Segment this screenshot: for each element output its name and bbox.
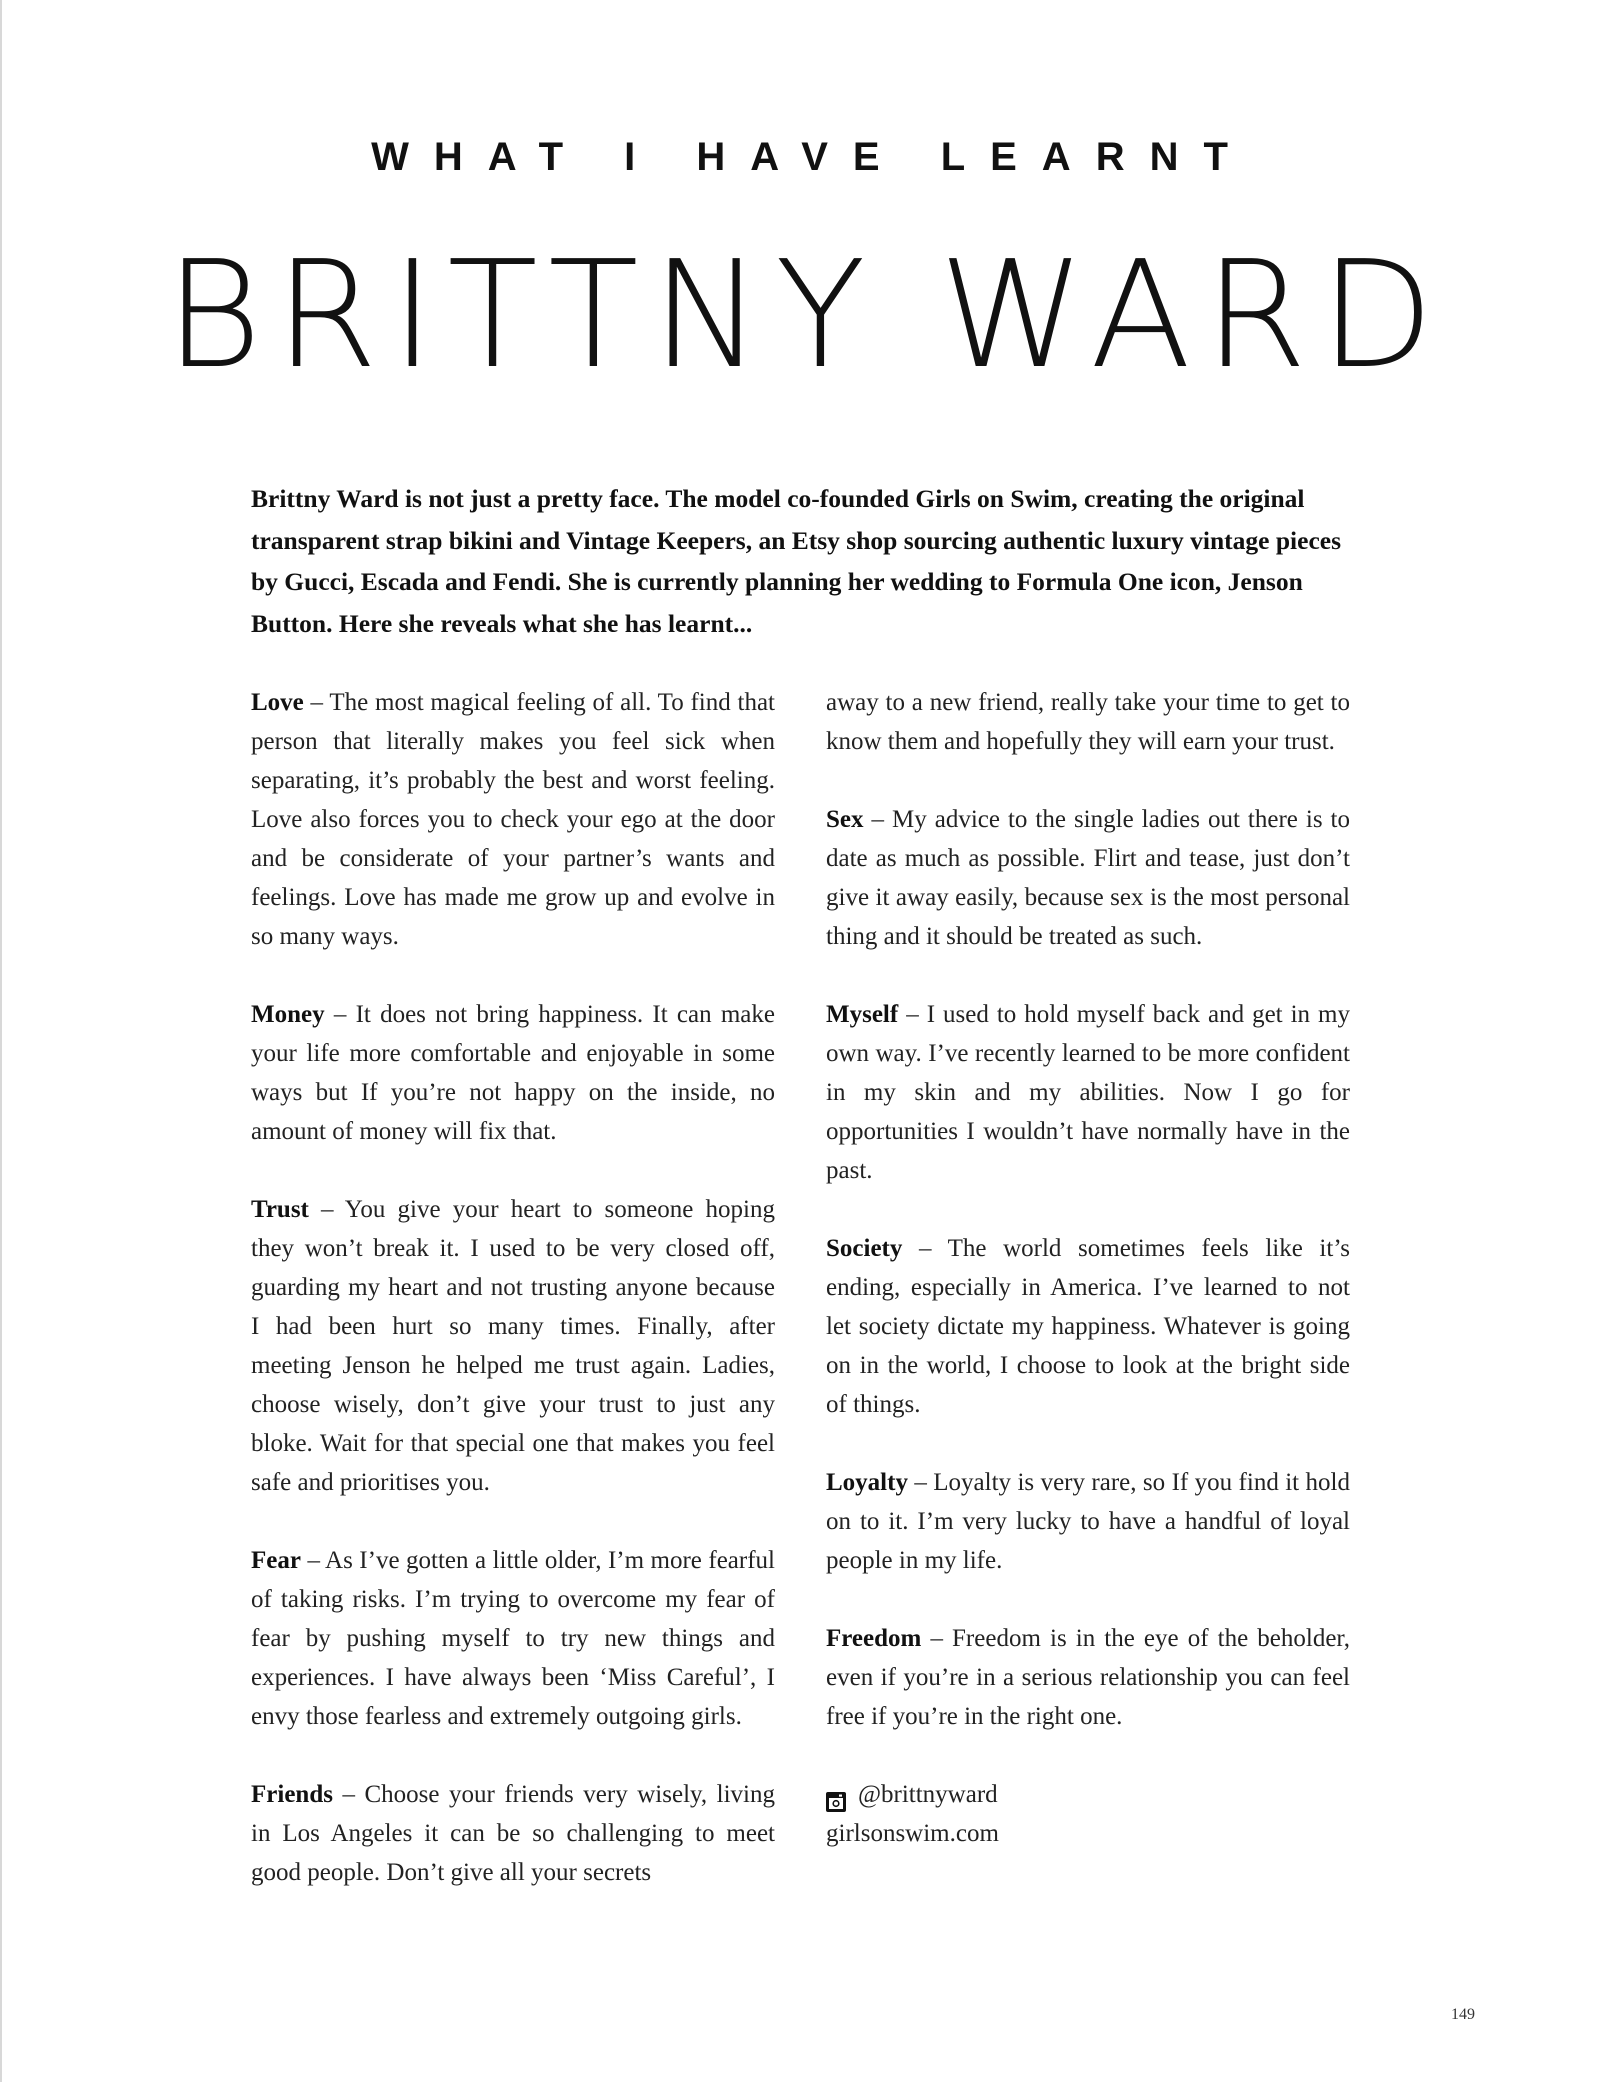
social-block [826,1775,1350,1853]
entry-text: – Loyalty is very rare, so If you find it hold on to it. I’m very lucky to have a handful of loyal people in my life. [826,1469,1350,1574]
instagram-row [826,1775,1350,1814]
entry-paragraph [826,995,1350,1190]
page-title: BRITTNY WARD [164,229,1448,401]
right-column [826,683,1350,1853]
entry-text: – The world sometimes feels like it’s ending, especially in America. I’ve learned to not let society dictate my happiness. Whatever is going on in the world, I choose to look at the bright side of things. [826,1235,1350,1418]
intro-paragraph: Brittny Ward is not just a pretty face. The model co-founded Girls on Swim, creating the original transparent strap bikini and Vintage Keepers, an Etsy shop sourcing authentic luxury vintage pieces by Gucci, Escada and Fendi. She is currently planning her wedding to Formula One icon, Jenson Button. Here she reveals what she has learnt... [251,484,1342,638]
entry-term: Freedom [826,1625,922,1652]
entry-term: Loyalty [826,1469,908,1496]
entry-text: – Choose your friends very wisely, living in Los Angeles it can be so challenging to meet good people. Don’t give all your secrets [251,1781,775,1886]
entry-term: Society [826,1235,903,1262]
entry-paragraph [251,1190,775,1502]
section-kicker: WHAT I HAVE LEARNT [371,135,1253,179]
entry-text: – As I’ve gotten a little older, I’m more fearful of taking risks. I’m trying to overcome my fear of fear by pushing myself to try new things and experiences. I have always been ‘Miss Careful’, I envy those fearless and extremely outgoing girls. [251,1547,775,1730]
entry-text: – My advice to the single ladies out there is to date as much as possible. Flirt and tease, just don’t give it away easily, because sex is the most personal thing and it should be treated as such. [826,806,1350,950]
entry-text: – The most magical feeling of all. To find that person that literally makes you feel sick when separating, it’s probably the best and worst feeling. Love also forces you to check your ego at the door and be considerate of your partner’s wants and feelings. Love has made me grow up and evolve in so many ways. [251,689,775,950]
entry-text: – I used to hold myself back and get in my own way. I’ve recently learned to be more confident in my skin and my abilities. Now I go for opportunities I wouldn’t have normally have in the past. [826,1001,1350,1184]
entry-term: Love [251,689,304,716]
entry-paragraph [826,683,1350,761]
entry-term: Trust [251,1196,309,1223]
entry-paragraph [251,1775,775,1892]
entry-paragraph [251,995,775,1151]
entry-paragraph [826,1229,1350,1424]
entry-term: Sex [826,806,864,833]
entry-paragraph [251,1541,775,1736]
entry-term: Fear [251,1547,301,1574]
instagram-icon [826,1785,846,1805]
left-column [251,683,775,1931]
entry-paragraph [826,1619,1350,1736]
entry-text: – You give your heart to someone hoping they won’t break it. I used to be very closed off, guarding my heart and not trusting anyone because I had been hurt so many times. Finally, after meeting Jenson he helped me trust again. Ladies, choose wisely, don’t give your trust to just any bloke. Wait for that special one that makes you feel safe and prioritises you. [251,1196,775,1496]
entry-term: Friends [251,1781,333,1808]
instagram-handle[interactable]: @brittnyward [858,1781,998,1808]
entry-paragraph [826,1463,1350,1580]
page-number: 149 [1451,2006,1475,2023]
entry-text: – It does not bring happiness. It can make your life more comfortable and enjoyable in some ways but If you’re not happy on the inside, no amount of money will fix that. [251,1001,775,1145]
entry-text: – Freedom is in the eye of the beholder, even if you’re in a serious relationship you can feel free if you’re in the right one. [826,1625,1350,1730]
entry-paragraph [251,683,775,956]
entry-term: Myself [826,1001,899,1028]
website-link[interactable]: girlsonswim.com [826,1820,999,1847]
entry-term: Money [251,1001,325,1028]
entry-text: away to a new friend, really take your time to get to know them and hopefully they will earn your trust. [826,689,1350,755]
entry-paragraph [826,800,1350,956]
